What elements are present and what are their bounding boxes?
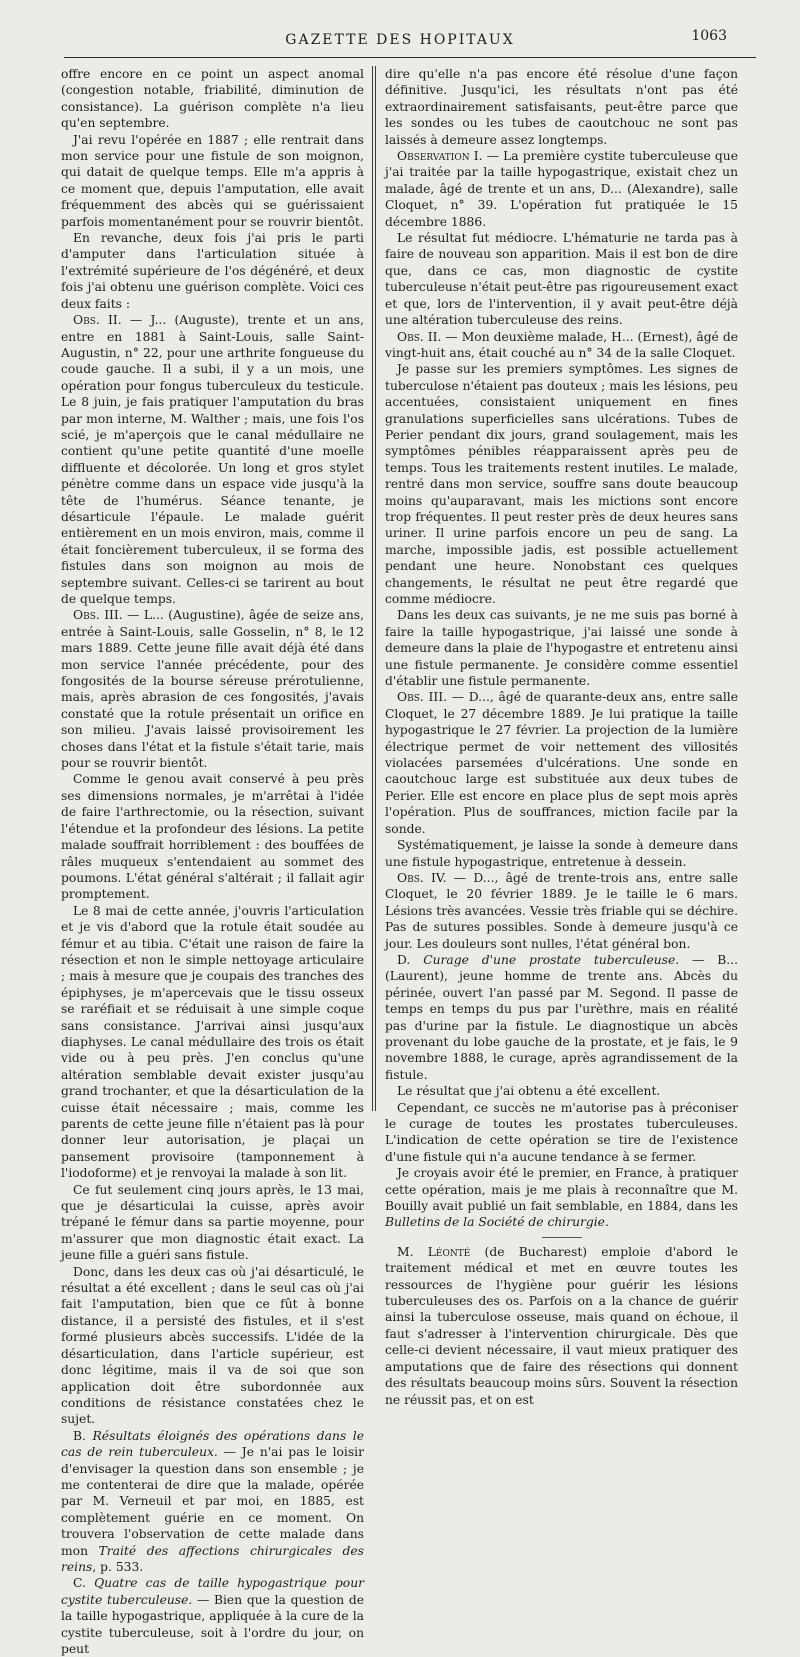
paragraph (61, 1264, 364, 1428)
paragraph (385, 1083, 738, 1099)
paragraph-text: En revanche, deux fois j'ai pris le parti d'amputer dans l'articulation située à l'extrémité supérieure de l'os dégénéré, et deux fois j'ai obtenu une guérison complète. Voici ces deux faits : (61, 231, 364, 311)
right-column (385, 66, 738, 1407)
paragraph (385, 1165, 738, 1231)
column-divider (372, 66, 373, 1111)
paragraph-text: Le résultat fut médiocre. L'hématurie ne tarda pas à faire de nouveau son apparition. Mais il est bon de dire que, dans ce cas, mon diagnostic de cystite tuberculeuse n'était peut-être pas rigoureusement exact et que, lors de l'intervention, il y avait peut-être déjà une altération tuberculeuse des reins. (385, 231, 738, 328)
speaker-name: M. Léonté (397, 1244, 471, 1259)
paragraph-text: Cependant, ce succès ne m'autorise pas à préconiser le curage de toutes les prostates tuberculeuses. L'indication de cette opération se tire de l'existence d'une fistule qui n'a aucune tendance à se fermer. (385, 1100, 738, 1164)
paragraph (61, 132, 364, 230)
paragraph-text: — D..., âgé de quarante-deux ans, entre salle Cloquet, le 27 décembre 1889. Je lui pratique la taille hypogastrique le 27 février. La projection de la lumière électrique permet de voir nettement des villosités violacées parsemées d'ulcérations. Une sonde en caoutchouc large est substituée aux deux tubes de Perier. Elle est encore en place plus de sept mois après l'opération. Plus de souffrances, miction facile par la sonde. (385, 690, 738, 836)
observation-paragraph (61, 312, 364, 607)
paragraph-text: , p. 533. (92, 1559, 144, 1574)
section-letter: C. (73, 1576, 86, 1591)
paragraph (385, 837, 738, 870)
speaker-paragraph (385, 1244, 738, 1408)
observation-paragraph (61, 607, 364, 771)
paragraph-continued (385, 66, 738, 148)
paragraph-continued (61, 66, 364, 132)
paragraph-text: — Mon deuxième malade, H... (Ernest), âgé de vingt-huit ans, était couché au n° 34 de la salle Cloquet. (385, 329, 738, 360)
citation-title: Traité des affections chirurgicales des reins (61, 1543, 364, 1574)
paragraph-text: — J... (Auguste), trente et un ans, entre en 1881 à Saint-Louis, salle Saint-Augustin, n° 22, pour une arthrite fongueuse du coude gauche. Il a subi, il y a un mois, une opération pour fongus tuberculeux du testicule. Le 8 juin, je fais pratiquer l'amputation du bras par mon interne, M. Walther ; mais, une fois l'os scié, je m'aperçois que le canal médullaire ne contient qu'une petite quantité d'une moelle diffluente et décolorée. Un long et gros stylet pénètre comme dans un espace vide jusqu'à la tête de l'humérus. Séance tenante, je désarticule l'épaule. Le malade guérit entièrement en un mois environ, mais, comme il était foncièrement tuberculeux, il se forma des fistules dans son moignon au mois de septembre suivant. Celles-ci se tarirent au bout de quelque temps. (61, 313, 364, 606)
section-title: Quatre cas de taille hypogastrique pour cystite tuberculeuse. (61, 1576, 364, 1607)
paragraph-text: — Bien que la question de la taille hypogastrique, appliquée à la cure de la cystite tuberculeuse, soit à l'ordre du jour, on peut (61, 1592, 364, 1656)
section-letter: B. (73, 1428, 86, 1443)
observation-label: Observation I. (397, 149, 483, 164)
section-letter: D. (397, 952, 411, 967)
section-paragraph (61, 1428, 364, 1576)
section-title: Curage d'une prostate tuberculeuse. (410, 952, 680, 967)
paragraph (61, 771, 364, 902)
paragraph-text: Ce fut seulement cinq jours après, le 13 mai, que je désarticulai la cuisse, après avoir trépané le fémur dans sa partie moyenne, pour m'assurer que mon diagnostic était exact. La jeune fille a guéri sans fistule. (61, 1182, 364, 1263)
paragraph-text: — L... (Augustine), âgée de seize ans, entrée à Saint-Louis, salle Gosselin, n° 8, le 12 mars 1889. Cette jeune fille avait déjà été dans mon service l'année précédente, pour des fongosités de la bourse séreuse prérotulienne, mais, après abrasion de ces fongosités, j'avais constaté que la rotule présentait un orifice en son milieu. J'avais laissé provisoirement les choses dans l'état et la fistule s'était tarie, mais pour se rouvrir bientôt. (61, 608, 364, 771)
paragraph-text: J'ai revu l'opérée en 1887 ; elle rentrait dans mon service pour une fistule de son moignon, qui datait de quelque temps. Elle m'a appris à ce moment que, depuis l'amputation, elle avait fréquemment des abcès qui se guérissaient parfois momentanément pour se rouvrir bientôt. (61, 132, 364, 229)
running-title: GAZETTE DES HOPITAUX (285, 32, 515, 48)
section-separator (542, 1237, 582, 1238)
paragraph (385, 607, 738, 689)
header-rule (64, 57, 756, 58)
paragraph (385, 361, 738, 607)
paragraph-text: . (604, 1215, 609, 1230)
paragraph (61, 903, 364, 1182)
paragraph-text: Dans les deux cas suivants, je ne me suis pas borné à faire la taille hypogastrique, j'ai laissé une sonde à demeure dans la plaie de l'hypogastre et entretenu ainsi une fistule permanente. Je considère comme essentiel d'établir une fistule permanente. (385, 608, 738, 689)
observation-paragraph (385, 689, 738, 837)
paragraph-text: offre encore en ce point un aspect anomal (congestion notable, friabilité, diminution de consistance). La guérison complète n'a lieu qu'en septembre. (61, 67, 364, 131)
paragraph-text: — La première cystite tuberculeuse que j'ai traitée par la taille hypogastrique, existait chez un malade, âgé de trente et un ans, D... (Alexandre), salle Cloquet, n° 39. L'opération fut pratiquée le 15 décembre 1886. (385, 149, 738, 229)
page-header (0, 30, 800, 52)
observation-label: Obs. III. (397, 690, 447, 705)
paragraph-text: Donc, dans les deux cas où j'ai désarticulé, le résultat a été excellent ; dans le seul cas où j'ai fait l'amputation, bien que ce fût à bonne distance, il a persisté des fistules, et il s'est formé plusieurs abcès successifs. L'idée de la désarticulation, dans l'article supérieur, est donc légitime, mais il va de soi que son application doit être subordonnée aux conditions de résistance constatées chez le sujet. (61, 1264, 364, 1427)
paragraph (61, 1182, 364, 1264)
observation-label: Obs. II. (397, 329, 442, 344)
paragraph-text: Je passe sur les premiers symptômes. Les signes de tuberculose n'étaient pas douteux ; mais les lésions, peu accentuées, consistaient uniquement en fines granulations superficielles sans ulcérations. Tubes de Perier pendant dix jours, grand soulagement, mais les symptômes pénibles réapparaissent après peu de temps. Tous les traitements restent inutiles. Le malade, rentré dans mon service, souffre sans doute beaucoup moins qu'auparavant, mais les mictions sont encore trop fréquentes. Il peut rester près de deux heures sans uriner. Il urine parfois encore un peu de sang. La marche, impossible jadis, est possible actuellement pendant une heure. Nonobstant ces quelques changements, le résultat ne peut être regardé que comme médiocre. (385, 362, 738, 606)
paragraph-text: — D..., âgé de trente-trois ans, entre salle Cloquet, le 20 février 1889. Je le taille le 6 mars. Lésions très avancées. Vessie très friable qui se déchire. Pas de sutures possibles. Sonde à demeure jusqu'à ce jour. Les douleurs sont nulles, l'état général bon. (385, 870, 738, 951)
paragraph-text: dire qu'elle n'a pas encore été résolue d'une façon définitive. Jusqu'ici, les résultats n'ont pas été extraordinairement satisfaisants, peut-être parce que les sondes ou les tubes de caoutchouc ne sont pas laissés à demeure assez longtemps. (385, 67, 738, 147)
column-divider (375, 66, 376, 1111)
paragraph-text: (de Bucharest) emploie d'abord le traitement médical et met en œuvre toutes les ressources de l'hygiène pour guérir les lésions tuberculeuses des os. Parfois on a la chance de guérir ainsi la tuberculose osseuse, mais quand on échoue, il faut s'adresser à l'intervention chirurgicale. Dès que celle-ci devient nécessaire, il vaut mieux pratiquer des amputations que de faire des résections qui donnent des résultats beaucoup moins sûrs. Souvent la résection ne réussit pas, et on est (385, 1244, 738, 1407)
paragraph (385, 230, 738, 328)
observation-label: Obs. IV. (397, 870, 447, 885)
observation-paragraph (385, 148, 738, 230)
citation-title: Bulletins de la Société de chirurgie (385, 1215, 605, 1230)
page-number: 1063 (691, 28, 727, 44)
paragraph-text: Le 8 mai de cette année, j'ouvris l'articulation et je vis d'abord que la rotule était soudée au fémur et au tibia. C'était une raison de faire la résection et non le simple nettoyage articulaire ; mais à mesure que je coupais des tranches des épiphyses, je m'apercevais que le tissu osseux se raréfiait et se réduisait à une simple coque sans consistance. J'arrivai ainsi jusqu'aux diaphyses. Le canal médullaire des trois os était vide ou à peu près. J'en conclus qu'une altération semblable devait exister jusqu'au grand trochanter, et que la désarticulation de la cuisse était nécessaire ; mais, comme les parents de cette jeune fille n'étaient pas là pour donner leur autorisation, je plaçai un pansement provisoire (tamponnement à l'iodoforme) et je renvoyai la malade à son lit. (61, 903, 364, 1181)
paragraph-text: Le résultat que j'ai obtenu a été excellent. (397, 1084, 661, 1099)
paragraph-text: — B... (Laurent), jeune homme de trente ans. Abcès du périnée, ouvert l'an passé par M. Segond. Il passe de temps en temps du pus par l'urèthre, mais en réalité pas d'urine par la fistule. Le diagnostique un abcès provenant du lobe gauche de la prostate, et je fais, le 9 novembre 1888, le curage, après agrandissement de la fistule. (385, 952, 738, 1082)
observation-label: Obs. III. (73, 608, 123, 623)
paragraph (61, 230, 364, 312)
paragraph-text: — Je n'ai pas le loisir d'envisager la question dans son ensemble ; je me contenterai de dire que la malade, opérée par M. Verneuil et par moi, en 1885, est complètement guérie en ce moment. On trouvera l'observation de cette malade dans mon (61, 1445, 364, 1558)
section-paragraph (385, 952, 738, 1083)
paragraph-text: Comme le genou avait conservé à peu près ses dimensions normales, je m'arrêtai à l'idée de faire l'arthrectomie, ou la résection, suivant l'étendue et la profondeur des lésions. La petite malade souffrait horriblement : des bouffées de râles muqueux s'entendaient au sommet des poumons. L'état général s'altérait ; il fallait agir promptement. (61, 772, 364, 902)
section-title: Résultats éloignés des opérations dans le cas de rein tuberculeux. (61, 1428, 364, 1460)
paragraph (385, 1100, 738, 1166)
observation-paragraph (385, 870, 738, 952)
paragraph-text: Systématiquement, je laisse la sonde à demeure dans une fistule hypogastrique, entretenue à dessein. (385, 838, 738, 869)
section-paragraph (61, 1575, 364, 1657)
observation-label: Obs. II. (73, 313, 122, 328)
left-column (61, 66, 364, 1656)
paragraph-text: Je croyais avoir été le premier, en France, à pratiquer cette opération, mais je me plais à reconnaître que M. Bouilly avait publié un fait semblable, en 1884, dans les (385, 1166, 738, 1214)
observation-paragraph (385, 329, 738, 362)
